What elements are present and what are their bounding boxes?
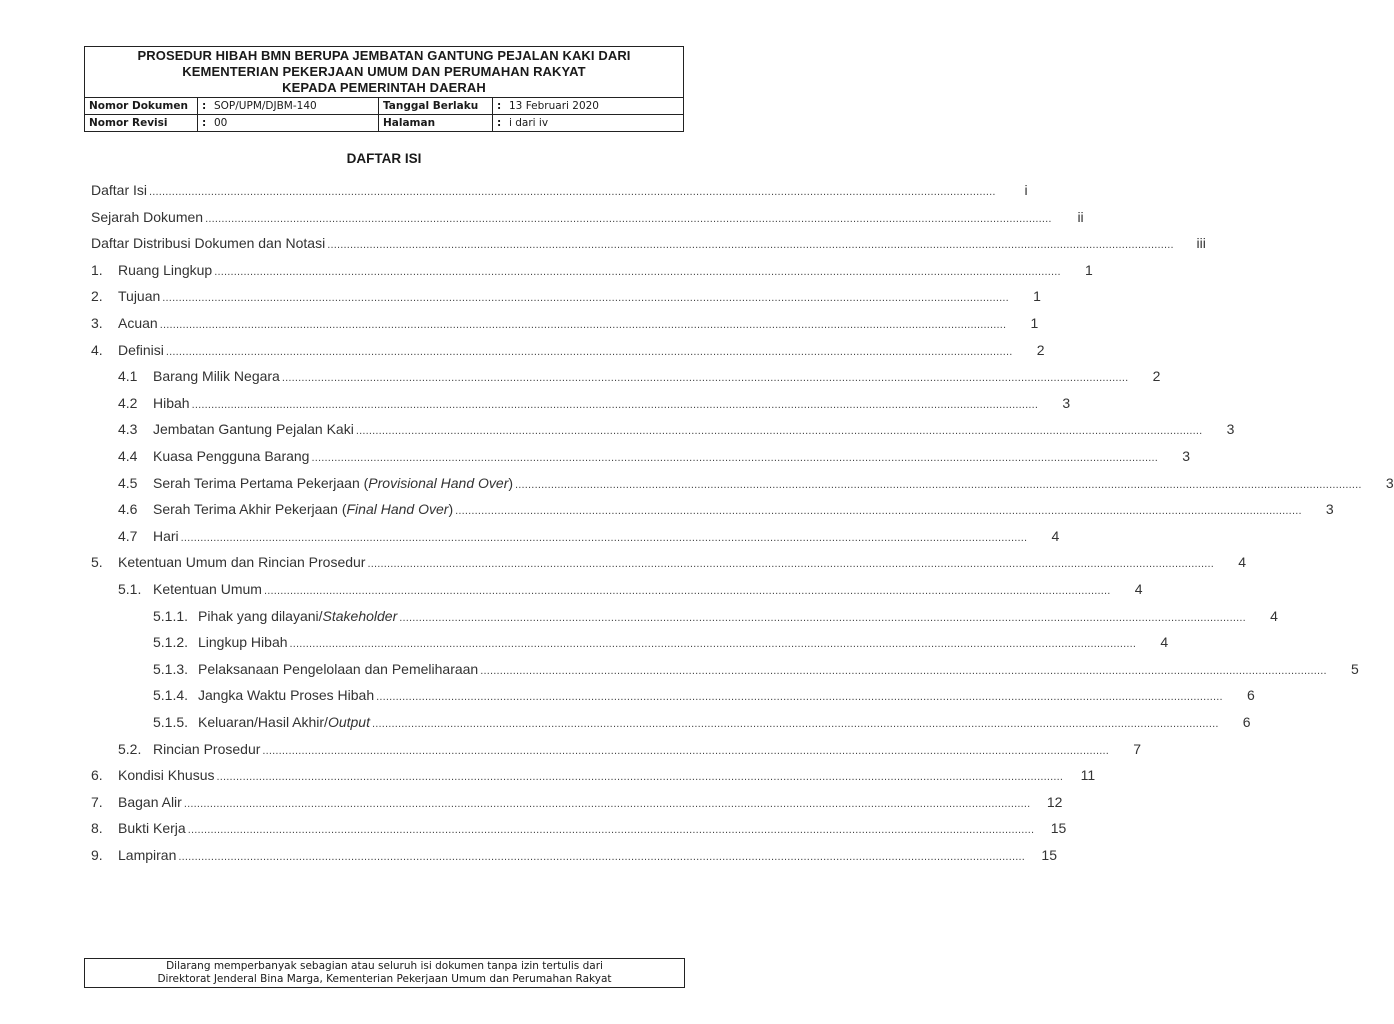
toc-entry-page: 3: [1325, 501, 1334, 518]
toc-entry-label: Bukti Kerja: [118, 820, 186, 837]
footer-line-2: Direktorat Jenderal Bina Marga, Kementerian Pekerjaan Umum dan Perumahan Rakyat: [157, 973, 612, 985]
toc-entry-number: 5.1.2.: [153, 634, 189, 651]
title-line-1: PROSEDUR HIBAH BMN BERUPA JEMBATAN GANTUNG PEJALAN KAKI DARI: [137, 48, 631, 63]
toc-entry-label: Daftar Distribusi Dokumen dan Notasi: [91, 235, 326, 252]
toc-entry[interactable]: [91, 394, 1071, 415]
toc-title: DAFTAR ISI: [346, 151, 422, 166]
toc-entry[interactable]: [91, 474, 1394, 495]
revision-cell: [198, 115, 379, 132]
toc-dot-leader: ....................................................................................................................................................................................................................................................................: [289, 638, 1137, 651]
toc-entry-page: i: [1024, 182, 1028, 198]
toc-entry-page: 2: [1152, 368, 1161, 385]
toc-entry-number: 9.: [91, 847, 103, 863]
toc-entry-page: 15: [1050, 820, 1067, 837]
toc-entry-number: 4.7: [118, 527, 138, 544]
toc-entry-page: 3: [1226, 421, 1235, 438]
document-header: [84, 46, 684, 132]
toc-entry-label: Definisi: [118, 341, 164, 358]
toc-entry-number: 8.: [91, 820, 103, 837]
toc-entry-page: 11: [1080, 767, 1096, 784]
toc-entry-number: 4.1: [118, 368, 138, 385]
toc-entry-italic-term: Final Hand Over: [346, 501, 449, 518]
toc-entry-number: 4.3: [118, 421, 138, 438]
toc-entry-label: Rincian Prosedur: [153, 740, 261, 757]
toc-entry-label: Kondisi Khusus: [118, 767, 215, 784]
toc-entry-page: 4: [1051, 527, 1060, 544]
document-footer: [84, 958, 685, 988]
toc-entry-label: Bagan Alir: [118, 793, 182, 810]
doc-number-cell: [198, 98, 379, 115]
toc-dot-leader: ....................................................................................................................................................................................................................................................................: [149, 186, 996, 198]
toc-entry[interactable]: [91, 527, 1060, 548]
toc-entry-page: 2: [1036, 341, 1045, 358]
page-cell: [493, 115, 684, 132]
toc-entry-page: 5: [1351, 660, 1359, 677]
toc-entry[interactable]: [91, 847, 1057, 867]
page-label: Halaman: [379, 115, 493, 132]
toc-entry-label: Jangka Waktu Proses Hibah: [198, 687, 375, 704]
toc-entry[interactable]: [91, 288, 1041, 308]
toc-entry-page: 1: [1030, 315, 1039, 331]
toc-dot-leader: ....................................................................................................................................................................................................................................................................: [214, 265, 1061, 278]
toc-entry-number: 5.1.5.: [153, 714, 189, 730]
toc-entry-number: 5.1.3.: [153, 660, 189, 677]
toc-entry-label: Serah Terima Pertama Pekerjaan (Provisional Hand Over): [153, 474, 514, 491]
toc-entry-label: Tujuan: [118, 288, 161, 305]
toc-entry-label: Daftar Isi: [91, 182, 148, 198]
toc-entry-italic-term: Stakeholder: [322, 607, 398, 624]
toc-entry-page: iii: [1196, 235, 1206, 252]
toc-entry[interactable]: [91, 208, 1084, 229]
title-line-2: KEMENTERIAN PEKERJAAN UMUM DAN PERUMAHAN RAKYAT: [182, 64, 586, 79]
toc-dot-leader: ....................................................................................................................................................................................................................................................................: [191, 398, 1039, 411]
toc-entry-label: Hibah: [153, 394, 190, 411]
toc-entry[interactable]: [91, 607, 1278, 628]
toc-entry[interactable]: [91, 261, 1093, 282]
toc-dot-leader: ....................................................................................................................................................................................................................................................................: [216, 771, 1064, 784]
toc-entry-number: 4.: [91, 341, 103, 358]
toc-entry-number: 5.: [91, 554, 103, 571]
toc-entry[interactable]: [91, 554, 1247, 574]
toc-dot-leader: ....................................................................................................................................................................................................................................................................: [262, 744, 1109, 757]
toc-entry[interactable]: [91, 501, 1334, 521]
toc-entry-number: 5.2.: [118, 740, 142, 757]
toc-entry-page: 4: [1134, 581, 1143, 597]
meta-row: [85, 98, 683, 115]
toc-entry[interactable]: [91, 687, 1255, 707]
toc-dot-leader: ....................................................................................................................................................................................................................................................................: [205, 212, 1052, 225]
toc-entry[interactable]: [91, 793, 1063, 814]
toc-dot-leader: ....................................................................................................................................................................................................................................................................: [180, 531, 1028, 544]
toc-entry-page: 1: [1033, 288, 1041, 305]
toc-entry-page: 15: [1041, 847, 1057, 863]
effective-date-label: Tanggal Berlaku: [379, 98, 493, 115]
toc-entry-label: Pelaksanaan Pengelolaan dan Pemeliharaan: [198, 660, 479, 677]
toc-entry[interactable]: [91, 368, 1161, 388]
toc-entry-number: 4.5: [118, 474, 138, 491]
toc-entry-label: Ruang Lingkup: [118, 261, 213, 278]
document-meta-table: [85, 97, 683, 131]
meta-row: [85, 115, 683, 132]
toc-entry-label: Ketentuan Umum: [153, 581, 262, 597]
toc-entry-italic-term: Provisional Hand Over: [368, 474, 509, 491]
toc-dot-leader: ....................................................................................................................................................................................................................................................................: [515, 478, 1362, 491]
toc-dot-leader: ....................................................................................................................................................................................................................................................................: [399, 611, 1246, 624]
toc-entry-label: Barang Milik Negara: [153, 368, 280, 385]
toc-dot-leader: ....................................................................................................................................................................................................................................................................: [311, 452, 1159, 464]
toc-entry[interactable]: [91, 714, 1251, 734]
toc-entry-label: Kuasa Pengguna Barang: [153, 448, 310, 464]
toc-entry-label: Hari: [153, 527, 179, 544]
effective-date-value: 13 Februari 2020: [509, 100, 599, 112]
toc-entry-number: 4.2: [118, 394, 138, 411]
colon: :: [497, 100, 502, 112]
toc-entry-page: 4: [1160, 634, 1169, 651]
colon: :: [497, 117, 502, 129]
toc-dot-leader: ....................................................................................................................................................................................................................................................................: [367, 558, 1215, 571]
toc-entry-label: Lingkup Hibah: [198, 634, 288, 651]
toc-entry-page: 3: [1385, 474, 1394, 491]
doc-number-label: Nomor Dokumen: [85, 98, 198, 115]
toc-dot-leader: ....................................................................................................................................................................................................................................................................: [162, 292, 1009, 305]
page-value: i dari iv: [509, 117, 549, 129]
toc-dot-leader: ....................................................................................................................................................................................................................................................................: [263, 585, 1111, 597]
toc-dot-leader: ....................................................................................................................................................................................................................................................................: [281, 372, 1129, 385]
toc-entry-number: 7.: [91, 793, 103, 810]
toc-entry-page: 3: [1182, 448, 1191, 464]
toc-entry-number: 4.6: [118, 501, 138, 518]
toc-entry-label: Sejarah Dokumen: [91, 208, 204, 225]
toc-entry[interactable]: [91, 581, 1143, 601]
toc-entry[interactable]: [91, 315, 1039, 335]
toc-entry-label: Pihak yang dilayani/Stakeholder: [198, 607, 398, 624]
toc-entry-italic-term: Output: [327, 714, 370, 730]
toc-dot-leader: ....................................................................................................................................................................................................................................................................: [327, 239, 1174, 252]
toc-entry-label: Acuan: [118, 315, 158, 331]
toc-entry[interactable]: [91, 767, 1096, 787]
toc-dot-leader: ....................................................................................................................................................................................................................................................................: [371, 718, 1219, 730]
revision-value: 00: [214, 117, 228, 129]
toc-entry-page: 7: [1133, 740, 1141, 757]
toc-entry-page: ii: [1077, 208, 1084, 225]
toc-entry-label: Lampiran: [118, 847, 177, 863]
toc-entry-page: 6: [1242, 714, 1251, 730]
toc-entry[interactable]: [91, 820, 1067, 840]
toc-dot-leader: ....................................................................................................................................................................................................................................................................: [455, 505, 1302, 518]
toc-entry-label: Keluaran/Hasil Akhir/Output: [198, 714, 370, 730]
toc-entry[interactable]: [91, 634, 1169, 654]
toc-dot-leader: ....................................................................................................................................................................................................................................................................: [159, 319, 1007, 331]
toc-dot-leader: ....................................................................................................................................................................................................................................................................: [178, 851, 1025, 863]
toc-entry[interactable]: [91, 740, 1141, 761]
colon: :: [202, 117, 207, 129]
toc-entry[interactable]: [91, 341, 1045, 362]
toc-entry-page: 3: [1062, 394, 1071, 411]
toc-entry-label: Serah Terima Akhir Pekerjaan (Final Hand Over): [153, 501, 454, 518]
toc-dot-leader: ....................................................................................................................................................................................................................................................................: [376, 691, 1223, 704]
toc-dot-leader: ....................................................................................................................................................................................................................................................................: [183, 797, 1031, 810]
toc-entry-number: 1.: [91, 261, 103, 278]
toc-entry[interactable]: [91, 660, 1359, 681]
toc-entry-page: 4: [1270, 607, 1278, 624]
footer-line-1: Dilarang memperbanyak sebagian atau seluruh isi dokumen tanpa izin tertulis dari: [166, 960, 603, 972]
toc-dot-leader: ....................................................................................................................................................................................................................................................................: [480, 664, 1327, 677]
revision-label: Nomor Revisi: [85, 115, 198, 132]
toc-entry-label: Jembatan Gantung Pejalan Kaki: [153, 421, 354, 438]
colon: :: [202, 100, 207, 112]
toc-entry-number: 5.1.1.: [153, 607, 189, 624]
toc-entry-label: Ketentuan Umum dan Rincian Prosedur: [118, 554, 366, 571]
toc-dot-leader: ....................................................................................................................................................................................................................................................................: [165, 345, 1013, 358]
toc-entry-page: 12: [1046, 793, 1063, 810]
toc-entry-page: 1: [1085, 261, 1093, 278]
toc-entry[interactable]: [91, 448, 1191, 468]
effective-date-cell: [493, 98, 684, 115]
toc-entry[interactable]: [91, 182, 1028, 202]
toc-entry-number: 4.4: [118, 448, 138, 464]
toc-entry[interactable]: [91, 421, 1235, 441]
toc-entry-number: 5.1.: [118, 581, 142, 597]
toc-entry-number: 5.1.4.: [153, 687, 189, 704]
toc-entry-number: 3.: [91, 315, 103, 331]
toc-dot-leader: ....................................................................................................................................................................................................................................................................: [187, 824, 1035, 837]
document-title: [85, 47, 683, 97]
toc-dot-leader: ....................................................................................................................................................................................................................................................................: [355, 425, 1203, 438]
doc-number-value: SOP/UPM/DJBM-140: [214, 100, 317, 112]
toc-entry-number: 2.: [91, 288, 103, 305]
toc-entry-page: 4: [1238, 554, 1247, 571]
toc-entry-number: 6.: [91, 767, 103, 784]
toc-entry-page: 6: [1246, 687, 1255, 704]
title-line-3: KEPADA PEMERINTAH DAERAH: [282, 80, 486, 95]
toc-entry[interactable]: [91, 235, 1206, 255]
